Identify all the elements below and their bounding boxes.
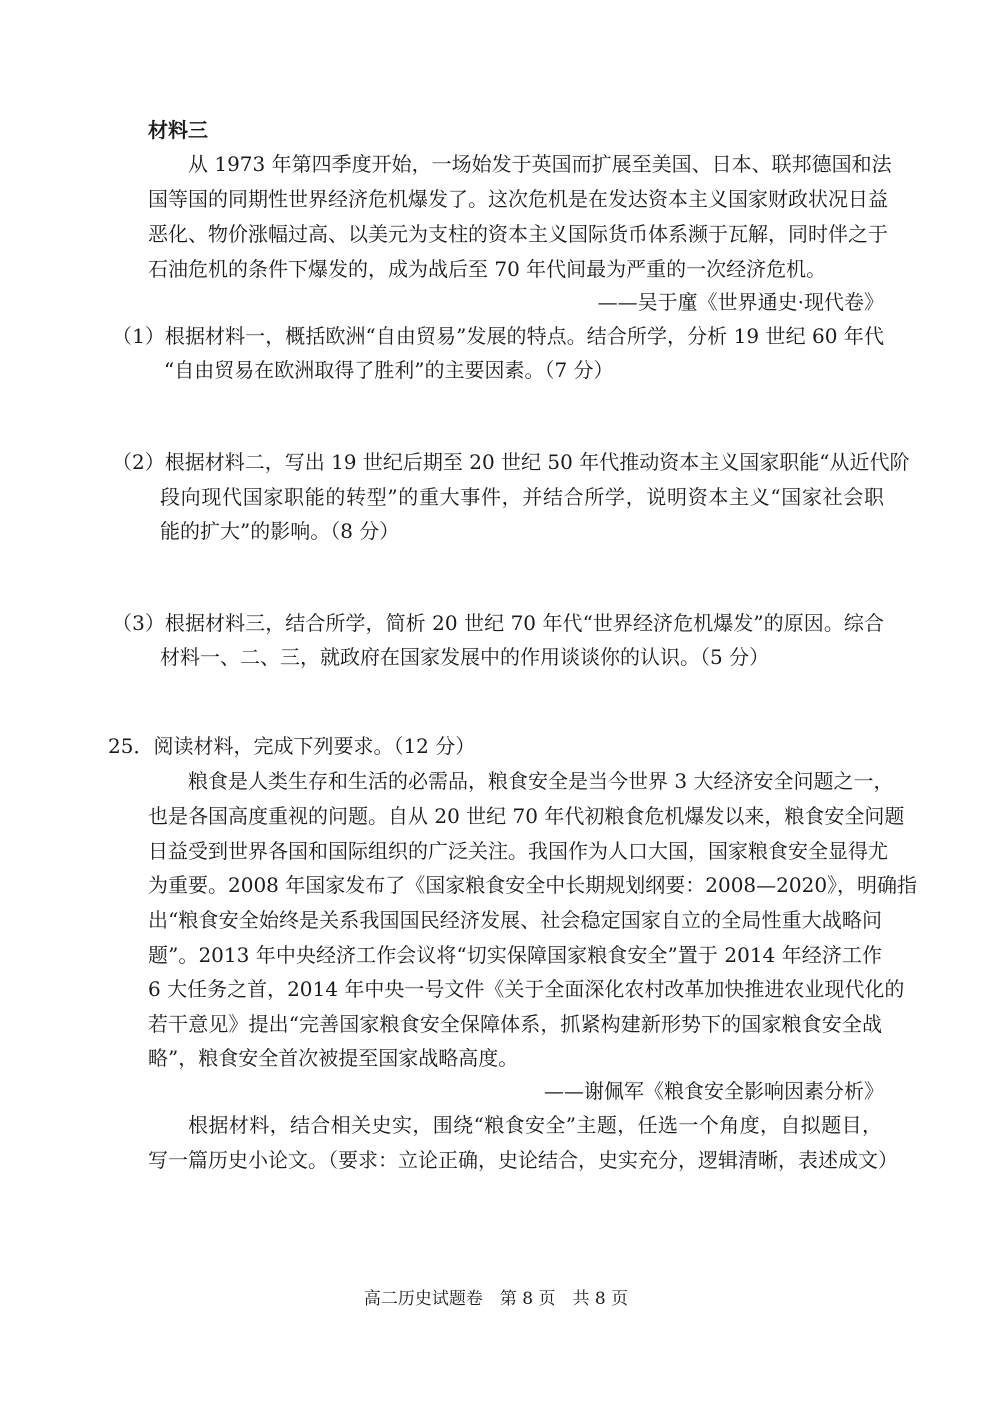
question-25-line-1: 粮食是人类生存和生活的必需品，粮食安全是当今世界 3 大经济安全问题之一，: [188, 769, 894, 793]
question-2-line-1: （2）根据材料二，写出 19 世纪后期至 20 世纪 50 年代推动资本主义国家职能“从近代阶: [112, 450, 910, 474]
question-1-line-1: （1）根据材料一，概括欧洲“自由贸易”发展的特点。结合所学，分析 19 世纪 60 年代: [112, 324, 884, 348]
material3-line-3: 恶化、物价涨幅过高、以美元为支柱的资本主义国际货币体系濒于瓦解，同时伴之于: [148, 222, 888, 246]
question-1-line-2: “自由贸易在欧洲取得了胜利”的主要因素。（7 分）: [164, 358, 614, 382]
material3-line-2: 国等国的同期性世界经济危机爆发了。这次危机是在发达资本主义国家财政状况日益: [148, 187, 888, 211]
question-25-line-8: 若干意见》提出“完善国家粮食安全保障体系，抓紧构建新形势下的国家粮食安全战: [148, 1012, 882, 1036]
question-25-line-4: 为重要。2008 年国家发布了《国家粮食安全中长期规划纲要：2008—2020》，明确指: [148, 873, 918, 897]
question-25-line-3: 日益受到世界各国和国际组织的广泛关注。我国作为人口大国，国家粮食安全显得尤: [148, 839, 888, 863]
question-25-line-7: 6 大任务之首，2014 年中央一号文件《关于全面深化农村改革加快推进农业现代化的: [148, 977, 905, 1001]
question-25-line-5: 出“粮食安全始终是关系我国国民经济发展、社会稳定国家自立的全局性重大战略问: [148, 908, 882, 932]
material3-heading: 材料三: [148, 118, 208, 142]
question-2-line-3: 能的扩大”的影响。（8 分）: [160, 519, 400, 543]
question-25-line-9: 略”，粮食安全首次被提至国家战略高度。: [148, 1046, 519, 1070]
question-25-task-line-1: 根据材料，结合相关史实，围绕“粮食安全”主题，任选一个角度，自拟题目，: [188, 1113, 882, 1137]
question-25-header: 25．阅读材料，完成下列要求。（12 分）: [108, 734, 476, 758]
question-25-line-2: 也是各国高度重视的问题。自从 20 世纪 70 年代初粮食危机爆发以来，粮食安全问题: [148, 804, 905, 828]
material3-line-1: 从 1973 年第四季度开始，一场始发于英国而扩展至美国、日本、联邦德国和法: [188, 152, 892, 176]
question-25-task-line-2: 写一篇历史小论文。（要求：立论正确，史论结合，史实充分，逻辑清晰，表述成文）: [148, 1148, 898, 1172]
question-3-line-1: （3）根据材料三，结合所学，简析 20 世纪 70 年代“世界经济危机爆发”的原因。综合: [112, 611, 884, 635]
material3-source: ——吴于廑《世界通史·现代卷》: [597, 290, 884, 314]
page-footer: 高二历史试题卷 第 8 页 共 8 页: [363, 1289, 629, 1309]
question-3-line-2: 材料一、二、三，就政府在国家发展中的作用谈谈你的认识。（5 分）: [160, 645, 770, 669]
material3-line-4: 石油危机的条件下爆发的，成为战后至 70 年代间最为严重的一次经济危机。: [148, 257, 827, 281]
question-25-line-6: 题”。2013 年中央经济工作会议将“切实保障国家粮食安全”置于 2014 年经济工作: [148, 943, 882, 967]
question-2-line-2: 段向现代国家职能的转型”的重大事件，并结合所学，说明资本主义“国家社会职: [160, 485, 884, 509]
question-25-source: ——谢佩军《粮食安全影响因素分析》: [544, 1079, 884, 1103]
